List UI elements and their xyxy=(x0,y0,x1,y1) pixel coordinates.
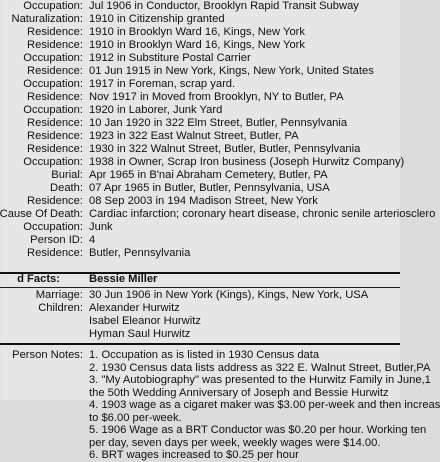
event-label: Burial: xyxy=(51,169,83,181)
event-value: 08 Sep 2003 in 194 Madison Street, New York xyxy=(89,195,318,207)
event-label: Residence: xyxy=(27,117,83,129)
note-line: 2. 1930 Census data lists address as 322 E. Walnut Street, Butler,PA xyxy=(89,361,431,374)
event-row xyxy=(0,0,400,13)
spouse-name: Bessie Miller xyxy=(89,273,158,285)
event-row xyxy=(0,221,400,234)
event-row xyxy=(0,26,400,39)
event-value: Junk xyxy=(89,221,113,233)
event-row xyxy=(0,182,400,195)
event-row xyxy=(0,91,400,104)
event-value: Nov 1917 in Moved from Brooklyn, NY to Butler, PA xyxy=(89,91,344,103)
event-value: 1910 in Brooklyn Ward 16, Kings, New York xyxy=(89,26,305,38)
event-value: 10 Jan 1920 in 322 Elm Street, Butler, Pennsylvania xyxy=(89,117,348,129)
event-value: 1912 in Substiture Postal Carrier xyxy=(89,52,251,64)
event-value: 1910 in Brooklyn Ward 16, Kings, New York xyxy=(89,39,305,51)
event-label: Death: xyxy=(50,182,83,194)
note-line: 5. 1906 Wage as a BRT Conductor was $0.20 per hour. Working ten xyxy=(89,424,427,436)
event-value: 1930 in 322 Walnut Street, Butler, Butler, Pennsylvania xyxy=(89,143,361,155)
event-label: Residence: xyxy=(27,65,83,77)
children-label: Children: xyxy=(38,302,83,314)
event-row xyxy=(0,234,400,247)
section-divider xyxy=(0,343,400,345)
event-label: Person ID: xyxy=(30,234,83,246)
person-notes-label: Person Notes: xyxy=(12,349,83,361)
family-facts-header xyxy=(0,273,400,286)
event-label: Residence: xyxy=(27,91,83,103)
marriage-value: 30 Jun 1906 in New York (Kings), Kings, New York, USA xyxy=(89,289,369,301)
event-label: Residence: xyxy=(27,143,83,155)
children-row xyxy=(0,302,400,315)
event-row xyxy=(0,130,400,143)
event-label: Residence: xyxy=(27,130,83,142)
event-row xyxy=(0,39,400,52)
event-value: 1910 in Citizenship granted xyxy=(89,13,225,25)
note-line: 1. Occupation as is listed in 1930 Census data xyxy=(89,349,320,361)
event-row xyxy=(0,169,400,182)
note-line: 3. "My Autobiography" was presented to the Hurwitz Family in June,1 xyxy=(89,374,431,386)
children-row xyxy=(0,328,400,341)
children-row xyxy=(0,315,400,328)
child-name: Isabel Eleanor Hurwitz xyxy=(89,315,201,327)
event-row xyxy=(0,247,400,260)
child-name: Alexander Hurwitz xyxy=(89,302,180,314)
note-line: the 50th Wedding Anniversary of Joseph and Bessie Hurwitz xyxy=(89,386,389,399)
event-label: Occupation: xyxy=(23,221,83,233)
event-value: 1938 in Owner, Scrap Iron business (Joseph Hurwitz Company) xyxy=(89,156,405,168)
event-row xyxy=(0,143,400,156)
event-value: 01 Jun 1915 in New York, Kings, New York, United States xyxy=(89,65,374,77)
event-row xyxy=(0,104,400,117)
family-facts-label: d Facts: xyxy=(17,273,60,285)
event-value: 1920 in Laborer, Junk Yard xyxy=(89,104,223,116)
event-label: Occupation: xyxy=(23,78,83,90)
event-label: Cause Of Death: xyxy=(0,208,83,220)
event-label: Residence: xyxy=(27,195,83,207)
note-line: to $6.00 per-week. xyxy=(89,411,182,424)
event-value: 1917 in Foreman, scrap yard. xyxy=(89,78,236,90)
note-line: 6. BRT wages increased to $0.25 per hour xyxy=(89,449,299,461)
event-row xyxy=(0,156,405,169)
child-name: Hyman Saul Hurwitz xyxy=(89,328,191,340)
event-row xyxy=(0,13,400,26)
event-label: Residence: xyxy=(27,247,83,259)
event-label: Occupation: xyxy=(23,104,83,116)
section-divider xyxy=(0,287,400,288)
note-line: per day, seven days per week, weekly wages were $14.00. xyxy=(89,436,381,449)
event-value: 4 xyxy=(89,234,96,246)
event-row xyxy=(0,65,400,78)
event-row xyxy=(0,117,400,130)
event-label: Naturalization: xyxy=(11,13,83,25)
event-label: Residence: xyxy=(27,39,83,51)
event-label: Residence: xyxy=(27,26,83,38)
event-label: Occupation: xyxy=(23,52,83,64)
event-value: Cardiac infarction; coronary heart disease, chronic senile arteriosclero xyxy=(89,208,436,220)
marriage-label: Marriage: xyxy=(35,289,83,301)
event-value: Jul 1906 in Conductor, Brooklyn Rapid Transit Subway xyxy=(89,0,359,12)
event-value: Apr 1965 in B'nai Abraham Cemetery, Butler, PA xyxy=(89,169,328,181)
event-row xyxy=(0,78,400,91)
event-row xyxy=(0,195,400,208)
event-value: 07 Apr 1965 in Butler, Butler, Pennsylvania, USA xyxy=(89,182,330,194)
marriage-row xyxy=(0,289,400,302)
event-value: 1923 in 322 East Walnut Street, Butler, PA xyxy=(89,130,299,142)
event-row xyxy=(0,52,400,65)
event-label: Occupation: xyxy=(23,0,83,12)
event-row xyxy=(0,208,436,221)
event-value: Butler, Pennsylvania xyxy=(89,247,191,259)
event-label: Occupation: xyxy=(23,156,83,168)
note-line: 4. 1903 wage as a cigaret maker was $3.00 per-week and then increas xyxy=(89,399,440,411)
